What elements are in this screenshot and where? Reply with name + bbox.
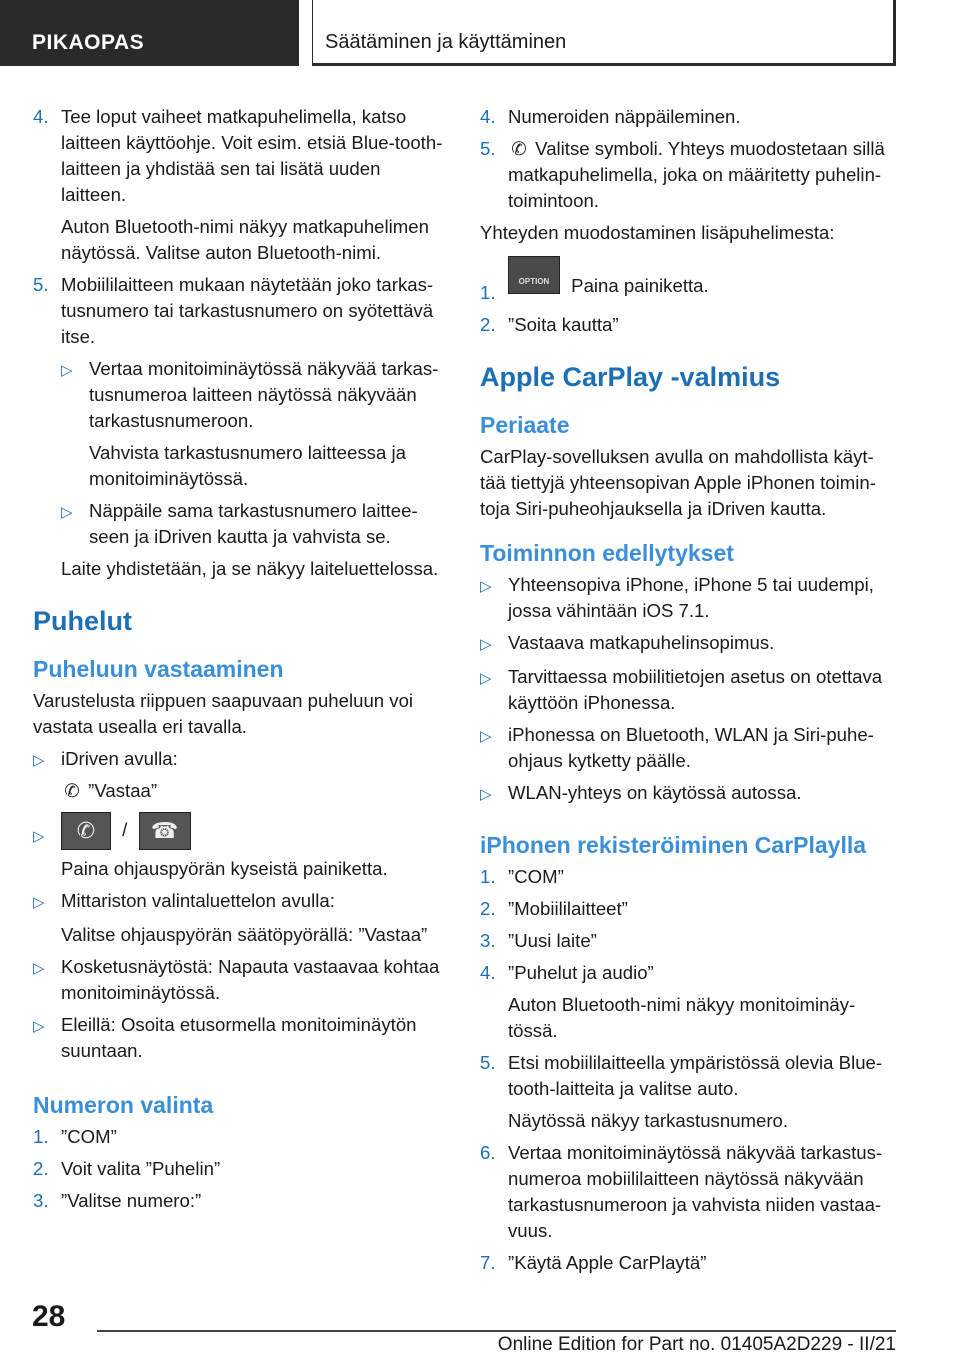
heading-register: iPhonen rekisteröiminen CarPlaylla xyxy=(480,832,867,858)
section-tab xyxy=(0,0,299,66)
list-item xyxy=(33,746,445,774)
end-call-button-icon: ☎ xyxy=(139,812,191,850)
step-content xyxy=(508,256,898,306)
triangle-bullet-icon: ▷ xyxy=(33,828,45,845)
list-item-text: Mittariston valintaluettelon avulla: xyxy=(61,890,335,911)
step-item xyxy=(33,1156,445,1182)
requirements-list xyxy=(480,572,898,808)
extra-phone-title: Yhteyden muodostaminen lisäpuhelimesta: xyxy=(480,222,835,243)
accept-call-button-icon: ✆ xyxy=(61,812,111,850)
step-number: 5. xyxy=(480,138,496,159)
step-number: 5. xyxy=(33,274,49,295)
step-note: Auton Bluetooth-nimi näkyy matkapuhelimen näytössä. Valitse auton Bluetooth-nimi. xyxy=(61,216,429,263)
answer-intro: Varustelusta riippuen saapuvaan puheluun voi vastata usealla eri tavalla. xyxy=(33,690,414,737)
list-item-note: Vahvista tarkastusnumero laitteessa ja monitoiminäytössä. xyxy=(89,442,406,489)
triangle-bullet-icon: ▷ xyxy=(33,960,45,977)
list-item xyxy=(480,572,898,624)
list-item-text: Kosketusnäytöstä: Napauta vastaavaa kohtaa monitoiminäytössä. xyxy=(61,956,440,1003)
step-item xyxy=(480,896,898,922)
step-text: ”COM” xyxy=(508,866,564,887)
footer-divider xyxy=(97,1330,896,1332)
left-column xyxy=(33,104,445,1214)
step-item xyxy=(480,312,898,338)
step-text: ”Mobiililaitteet” xyxy=(508,898,628,919)
principle-text: CarPlay-sovelluksen avulla on mahdollista käyt-tää tiettyjä yhteensopivan Apple iPhonen toimin-toja Siri-puheohjauksella ja iDriven kautta. xyxy=(480,446,876,519)
list-item-text: Tarvittaessa mobiilitietojen asetus on otettava käyttöön iPhonessa. xyxy=(508,666,883,713)
step-item xyxy=(33,1188,445,1214)
list-item xyxy=(480,664,898,716)
list-item-text: Eleillä: Osoita etusormella monitoiminäytön suuntaan. xyxy=(61,1014,417,1061)
step-text: Vertaa monitoiminäytössä näkyvää tarkastus-numeroa mobiililaitteen näytössä näkyvään tarkastusnumeroon ja vahvista niiden vastaa-vuus. xyxy=(508,1142,883,1241)
list-item-text: Vertaa monitoiminäytössä näkyvää tarkas-tusnumeroa laitteen näytössä näkyvään tarkastusnumeroon. xyxy=(89,358,439,431)
step-item xyxy=(480,1140,898,1244)
step-item xyxy=(480,960,898,986)
list-item-note xyxy=(33,778,445,804)
step-note: Auton Bluetooth-nimi näkyy monitoiminäy-tössä. xyxy=(508,994,856,1041)
dial-list xyxy=(33,1124,445,1214)
step-text: Numeroiden näppäileminen. xyxy=(508,106,741,127)
step-item xyxy=(480,104,898,130)
list-item-note: Paina ohjauspyörän kyseistä painiketta. xyxy=(61,858,388,879)
list-item xyxy=(61,356,445,434)
step-number: 4. xyxy=(480,962,496,983)
step-number: 5. xyxy=(480,1052,496,1073)
chapter-title: Säätäminen ja käyttäminen xyxy=(325,31,567,53)
step-text: Paina painiketta. xyxy=(571,274,709,296)
step-text: ”Puhelut ja audio” xyxy=(508,962,654,983)
option-button-icon xyxy=(508,256,560,294)
triangle-bullet-icon: ▷ xyxy=(33,752,45,769)
step-text: Valitse symboli. Yhteys muodostetaan sillä matkapuhelimella, joka on määritetty puhelin-toimintoon. xyxy=(508,138,885,211)
list-item-text: Yhteensopiva iPhone, iPhone 5 tai uudempi, jossa vähintään iOS 7.1. xyxy=(508,574,874,621)
list-item xyxy=(33,954,445,1006)
step-item xyxy=(480,1250,898,1276)
list-item xyxy=(480,722,898,774)
list-item xyxy=(33,812,445,850)
triangle-bullet-icon: ▷ xyxy=(480,786,492,803)
step-item xyxy=(33,104,445,208)
step-text: Etsi mobiililaitteella ympäristössä olevia Blue-tooth-laitteita ja valitse auto. xyxy=(508,1052,883,1099)
step-number: 4. xyxy=(33,106,49,127)
triangle-bullet-icon: ▷ xyxy=(480,670,492,687)
list-item xyxy=(33,888,445,916)
step-item xyxy=(480,256,898,306)
step-text: Voit valita ”Puhelin” xyxy=(61,1158,221,1179)
step-number: 1. xyxy=(480,282,496,303)
option-button-label: OPTION xyxy=(518,277,550,286)
step-item xyxy=(33,1124,445,1150)
list-item-text: iDriven avulla: xyxy=(61,748,178,769)
triangle-bullet-icon: ▷ xyxy=(33,1018,45,1035)
step-note: Näytössä näkyy tarkastusnumero. xyxy=(508,1110,789,1131)
step-text: Tee loput vaiheet matkapuhelimella, katso laitteen käyttöohje. Voit esim. etsiä Blue-tooth-laitteen ja yhdistää sen tai lisätä uuden laitteen. xyxy=(61,106,443,205)
section-title: PIKAOPAS xyxy=(32,31,145,54)
register-list xyxy=(480,864,898,1276)
triangle-bullet-icon: ▷ xyxy=(480,578,492,595)
step-number: 1. xyxy=(33,1126,49,1147)
list-item xyxy=(480,630,898,658)
edition-text: Online Edition for Part no. 01405A2D229 - II/21 xyxy=(497,1334,896,1355)
heading-dial: Numeron valinta xyxy=(33,1092,214,1118)
triangle-bullet-icon: ▷ xyxy=(61,504,73,521)
list-item-note-text: ”Vastaa” xyxy=(88,780,158,801)
step-number: 7. xyxy=(480,1252,496,1273)
list-item-text: Näppäile sama tarkastusnumero laittee-seen ja iDriven kautta ja vahvista se. xyxy=(89,500,418,547)
list-item xyxy=(480,780,898,808)
step-number: 3. xyxy=(480,930,496,951)
list-item-text: WLAN-yhteys on käytössä autossa. xyxy=(508,782,802,803)
triangle-bullet-icon: ▷ xyxy=(480,636,492,653)
separator-text: / xyxy=(122,818,128,840)
step-number: 4. xyxy=(480,106,496,127)
step-text: ”Valitse numero:” xyxy=(61,1190,202,1211)
heading-requirements: Toiminnon edellytykset xyxy=(480,540,734,566)
step-item xyxy=(480,136,898,214)
triangle-bullet-icon: ▷ xyxy=(61,362,73,379)
step-number: 2. xyxy=(480,314,496,335)
list-item-note: Valitse ohjauspyörän säätöpyörällä: ”Vastaa” xyxy=(61,924,428,945)
list-item-text: iPhonessa on Bluetooth, WLAN ja Siri-puhe-ohjaus kytketty päälle. xyxy=(508,724,874,771)
step-content xyxy=(508,136,898,214)
phone-icon: ✆ xyxy=(64,780,80,801)
page-number: 28 xyxy=(32,1300,66,1333)
heading-answer: Puheluun vastaaminen xyxy=(33,656,284,682)
step-item xyxy=(33,272,445,350)
sub-list xyxy=(33,356,445,550)
step-item xyxy=(480,864,898,890)
step-text: ”Soita kautta” xyxy=(508,314,619,335)
step-number: 2. xyxy=(480,898,496,919)
list-item xyxy=(61,498,445,550)
triangle-bullet-icon: ▷ xyxy=(480,728,492,745)
step-number: 1. xyxy=(480,866,496,887)
chapter-tab xyxy=(312,0,896,66)
list-item-content xyxy=(61,812,445,850)
step-item xyxy=(480,1050,898,1102)
step-text: ”Uusi laite” xyxy=(508,930,597,951)
heading-principle: Periaate xyxy=(480,412,570,438)
step-text: ”Käytä Apple CarPlaytä” xyxy=(508,1252,707,1273)
triangle-bullet-icon: ▷ xyxy=(33,894,45,911)
heading-carplay: Apple CarPlay -valmius xyxy=(480,362,781,392)
list-item xyxy=(33,1012,445,1064)
list-item-text: Vastaava matkapuhelinsopimus. xyxy=(508,632,775,653)
heading-calls: Puhelut xyxy=(33,606,132,636)
step-number: 6. xyxy=(480,1142,496,1163)
step-item xyxy=(480,928,898,954)
step-number: 2. xyxy=(33,1158,49,1179)
result-text: Laite yhdistetään, ja se näkyy laiteluettelossa. xyxy=(61,558,439,579)
step-number: 3. xyxy=(33,1190,49,1211)
step-text: Mobiililaitteen mukaan näytetään joko tarkas-tusnumero tai tarkastusnumero on syötettävä itse. xyxy=(61,274,434,347)
step-text: ”COM” xyxy=(61,1126,117,1147)
phone-icon: ✆ xyxy=(511,138,527,159)
right-column xyxy=(480,104,898,1276)
